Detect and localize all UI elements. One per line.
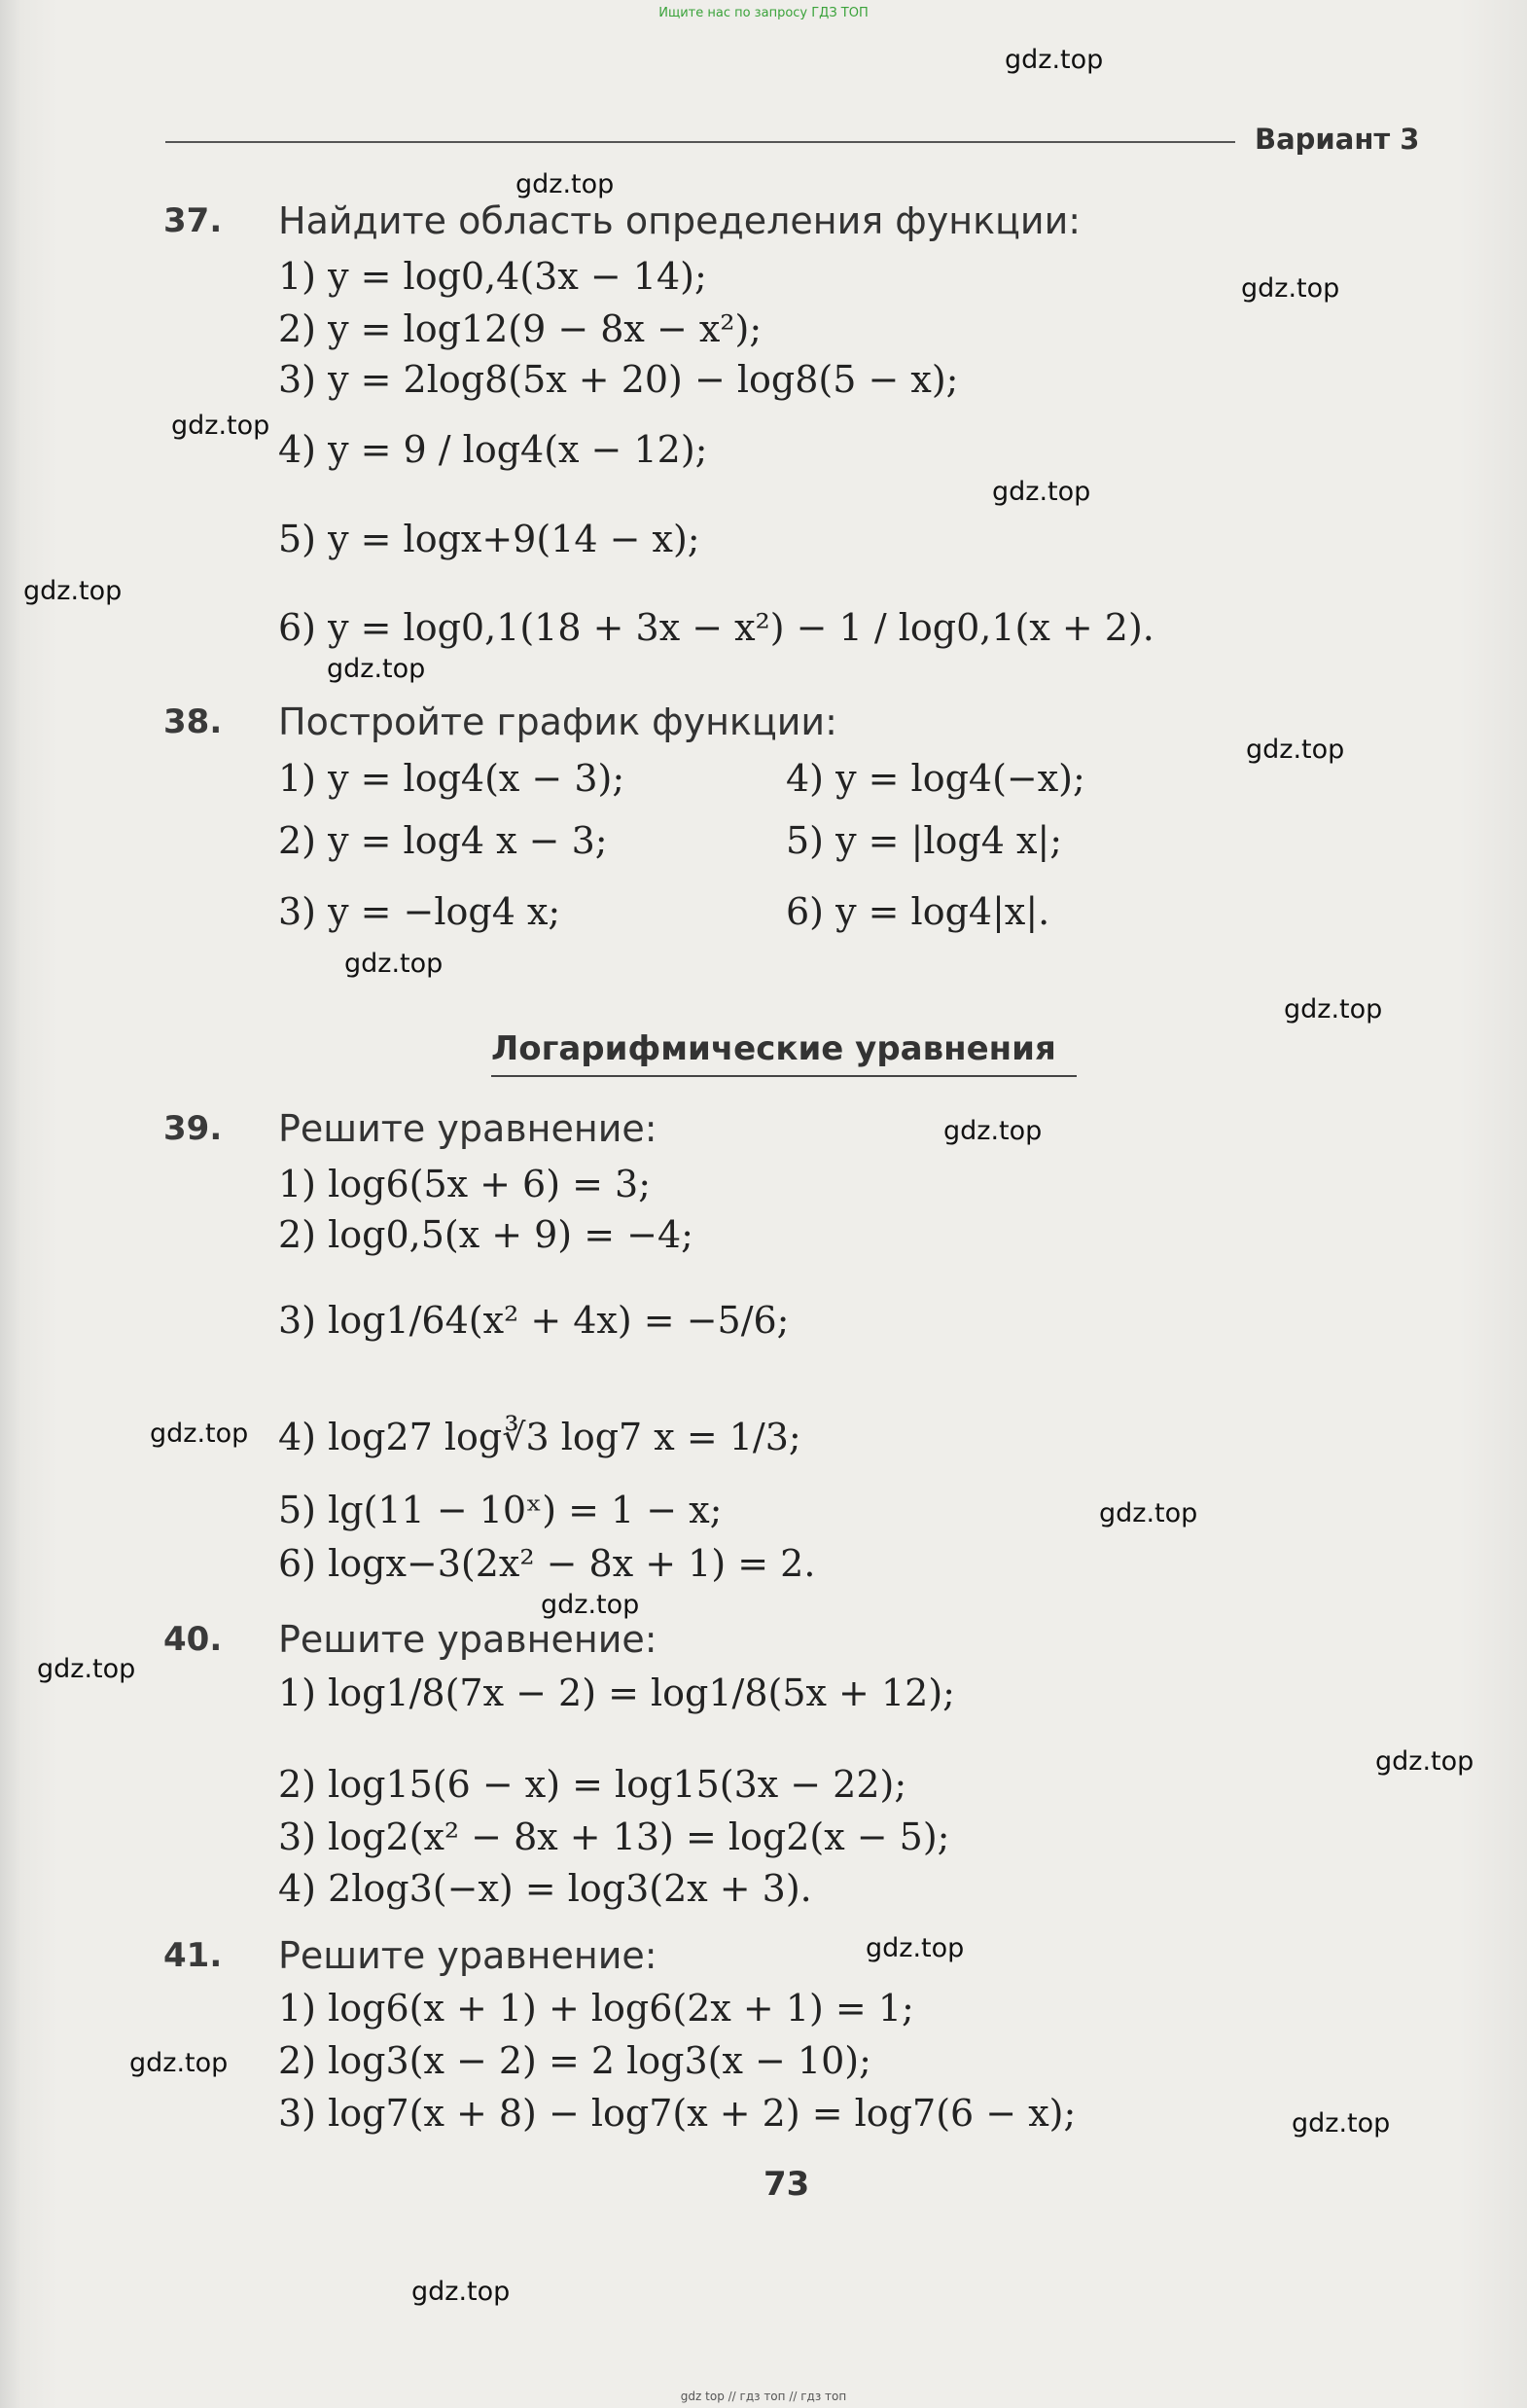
problem-item: 4) log27 log∛3 log7 x = 1/3;	[278, 1416, 801, 1458]
problem-item: 4) y = 9 / log4(x − 12);	[278, 428, 708, 471]
watermark: gdz.top	[1284, 994, 1383, 1024]
problem-item: 3) y = −log4 x;	[278, 890, 561, 933]
watermark: gdz.top	[171, 411, 270, 441]
watermark: gdz.top	[541, 1590, 640, 1620]
watermark: gdz.top	[866, 1933, 965, 1963]
watermark: gdz.top	[23, 576, 123, 606]
watermark: gdz.top	[1246, 735, 1345, 765]
problem-item: 5) y = logx+9(14 − x);	[278, 518, 700, 560]
watermark: gdz.top	[1375, 1746, 1474, 1777]
problem-number: 38.	[163, 702, 223, 741]
problem-item: 2) log3(x − 2) = 2 log3(x − 10);	[278, 2039, 871, 2082]
watermark: gdz.top	[515, 169, 615, 199]
problem-item: 1) y = log0,4(3x − 14);	[278, 255, 707, 298]
watermark: gdz.top	[992, 477, 1091, 507]
problem-prompt: Решите уравнение:	[278, 1618, 657, 1661]
problem-item: 6) logx−3(2x² − 8x + 1) = 2.	[278, 1542, 816, 1585]
section-title-underline	[491, 1075, 1077, 1077]
watermark: gdz.top	[1005, 45, 1104, 75]
problem-item: 1) log1/8(7x − 2) = log1/8(5x + 12);	[278, 1671, 955, 1714]
watermark: gdz.top	[150, 1419, 249, 1449]
page-number: 73	[764, 2165, 810, 2204]
problem-item: 6) y = log0,1(18 + 3x − x²) − 1 / log0,1(x + 2).	[278, 606, 1154, 649]
problem-item: 2) log15(6 − x) = log15(3x − 22);	[278, 1763, 907, 1806]
watermark: gdz.top	[1292, 2108, 1391, 2138]
section-title: Логарифмические уравнения	[491, 1029, 1056, 1068]
footer-banner[interactable]: gdz top // гдз топ // гдз топ	[680, 2390, 847, 2403]
watermark: gdz.top	[344, 949, 444, 979]
watermark: gdz.top	[411, 2277, 511, 2307]
problem-item: 4) 2log3(−x) = log3(2x + 3).	[278, 1867, 812, 1910]
watermark: gdz.top	[129, 2048, 229, 2078]
problem-number: 37.	[163, 201, 223, 240]
problem-prompt: Найдите область определения функции:	[278, 199, 1082, 242]
problem-item: 3) y = 2log8(5x + 20) − log8(5 − x);	[278, 358, 959, 401]
problem-number: 40.	[163, 1620, 223, 1659]
problem-item: 2) y = log12(9 − 8x − x²);	[278, 307, 763, 350]
header-rule	[165, 141, 1235, 143]
watermark: gdz.top	[327, 654, 426, 684]
problem-prompt: Постройте график функции:	[278, 701, 837, 743]
problem-item: 6) y = log4|x|.	[786, 890, 1050, 933]
problem-item: 1) y = log4(x − 3);	[278, 757, 625, 800]
watermark: gdz.top	[1241, 273, 1340, 304]
problem-item: 3) log7(x + 8) − log7(x + 2) = log7(6 − x);	[278, 2092, 1077, 2135]
problem-item: 3) log2(x² − 8x + 13) = log2(x − 5);	[278, 1815, 950, 1858]
problem-prompt: Решите уравнение:	[278, 1934, 657, 1977]
problem-item: 2) y = log4 x − 3;	[278, 819, 608, 862]
problem-prompt: Решите уравнение:	[278, 1107, 657, 1150]
problem-item: 3) log1/64(x² + 4x) = −5/6;	[278, 1299, 790, 1342]
watermark: gdz.top	[37, 1654, 136, 1684]
top-banner[interactable]: Ищите нас по запросу ГДЗ ТОП	[658, 6, 869, 20]
problem-item: 5) lg(11 − 10ˣ) = 1 − x;	[278, 1489, 723, 1531]
problem-item: 1) log6(x + 1) + log6(2x + 1) = 1;	[278, 1987, 914, 2030]
problem-item: 5) y = |log4 x|;	[786, 819, 1062, 862]
problem-item: 1) log6(5x + 6) = 3;	[278, 1163, 652, 1205]
problem-item: 4) y = log4(−x);	[786, 757, 1085, 800]
problem-number: 41.	[163, 1936, 223, 1975]
problem-number: 39.	[163, 1109, 223, 1148]
problem-item: 2) log0,5(x + 9) = −4;	[278, 1213, 693, 1256]
variant-label: Вариант 3	[1255, 123, 1420, 156]
watermark: gdz.top	[943, 1116, 1043, 1146]
watermark: gdz.top	[1099, 1498, 1198, 1528]
